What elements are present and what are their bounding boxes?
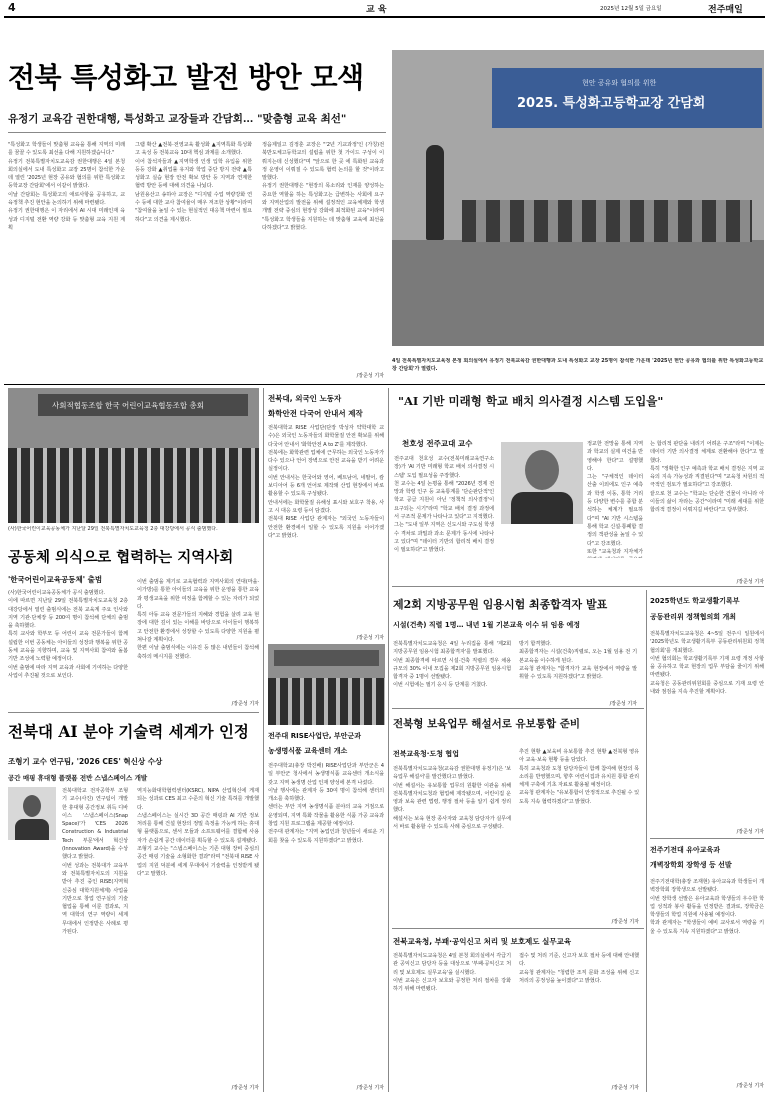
portrait-head <box>23 795 41 817</box>
interviewee-head <box>525 450 559 490</box>
professor-portrait <box>8 787 56 840</box>
mid-body: 전북대학교 RISE 사업단(단장 박성자 약학대학 교수)은 외국인 노동자들의 화학물질 안전 확보를 위해 다국어 안내서 '화학안전 A to Z'를 제작했다. 전북에는 화학관련 업체에 근무하는 외국인 노동자가 다수 있으나 언어 장벽으로 안전 교육을 받기 어려운 실정이다. 이번 안내서는 한국어와 영어, 베트남어, 네팔어, 캄보디아어 등 6개 언어로 제작돼 산업 현장에서 바로 활용할 수 있도록 구성됐다. 안내서에는 화학물질 유해성 표시와 보호구 착용, 사고 시 대응 요령 등이 담겼다. 전북대 RISE 사업단 관계자는 "외국인 노동자들이 안전한 환경에서 일할 수 있도록 지원을 이어가겠다"고 밝혔다. <box>268 425 384 539</box>
exam-column-1: 전북특별자치도교육청은 4일 누리집을 통해 '제2회 지방공무원 임용시험 최종합격자'를 발표했다. 이번 최종합격에 따르면 시설·건축 직렬의 경우 채용 규모의 30% 이내 모집을 제2회 지방공무원 임용시험 합격자 중 1명이 선발됐다. 이번 시험에는 필기 응시 등 단계를 거쳤다. <box>393 641 511 689</box>
lead-column-1: "특성화고 학생들이 맞춤형 교육을 통해 지역의 미래를 꿈꿀 수 있도록 최선을 다해 지원하겠습니다." 유정기 전북특별자치도교육감 권한대행은 4일 본청 회의실에서 도내 특성화고 교장 25명이 참석한 가운데 열린 '2025년 현장 공유와 협의를 위한 특성화고등학교장 간담회'에서 이같이 밝혔다. 이날 간담회는 특성화고의 애로사항을 공유하고, 교육정책 추진 현안을 논의하기 위해 마련됐다. 유정기 권한대행은 이 자리에서 AI 시대 미래인재 육성과 디지털 전환 역량 강화 등 맞춤형 교육 지원 계획 <box>8 142 125 231</box>
exam-byline: /장준성 기자 <box>609 701 637 707</box>
community-column-1: (사)한국어린이교육공동체가 공식 출범했다. 이에 따르면 지난달 29일 전북특별자치도교육청 2층 대강당에서 열린 출범식에는 전북 교육계 주요 인사와 지역 기관·단체장 등 200여 명이 참석해 단체의 출범을 축하했다. 특히 교사와 학부모 등 어린이 교육 전문가들이 함께 설립한 이번 공동체는 아이들의 성장과 행복을 위한 공동체 교육을 지향하며, 교육 및 지역사회 참여와 돌봄 기반 조성에 노력할 예정이다. 이번 출범에 따라 지역 교육과 사회에 기여하는 다양한 사업이 추진될 것으로 보인다. <box>8 590 128 679</box>
exam-headline: 제2회 지방공무원 임용시험 최종합격자 발표 <box>393 598 608 611</box>
center-body: 전주대학교(총장 박진배) RISE사업단과 부안군은 4일 부안군 청사에서 농생명식품 교육센터 개소식을 갖고 지역 농생명 산업 인재 양성에 본격 나섰다. 이날 행사에는 관계자 등 30여 명이 참석해 센터의 개소를 축하했다. 센터는 부안 지역 농생명식품 분야의 교육 거점으로 운영되며, 지역 특화 작물을 활용한 식품 가공 교육과 창업 지원 프로그램을 제공할 예정이다. 전주대 관계자는 "지역 농업인과 청년들이 새로운 기회를 찾을 수 있도록 지원하겠다"고 밝혔다. <box>268 763 384 844</box>
audit-headline: 전북교육청, 부패·공익신고 처리 및 보호제도 실무교육 <box>393 937 572 946</box>
lead-headline: 전북 특성화고 발전 방안 모색 <box>8 61 364 94</box>
right1-byline: /장준성 기자 <box>736 829 764 835</box>
page-number: 4 <box>8 1 16 14</box>
tech-subhead-1: 조형기 교수 연구팀, '2026 CES' 혁신상 수상 <box>8 757 163 766</box>
photo-audience-row <box>462 200 752 242</box>
right1-body: 전북특별자치도교육청은 4~5일 전주시 일원에서 '2025학년도 학교생활기록부 공동관리위원회 정책협의회'를 개최했다. 이번 협의회는 학교생활기록부 기재 요령 개정 사항을 공유하고 학교 현장의 업무 부담을 줄이기 위해 마련됐다. 교육청은 공동관리위원회를 중심으로 기재 요령 안내와 점검을 지속 추진할 계획이다. <box>650 631 764 696</box>
interview-column-3: 는 합리적 판단을 내리기 어려운 구조"라며 "이제는 데이터 기반 의사결정 체계로 전환해야 한다"고 말했다. 특히 "정확한 인구 예측과 학교 배치 결정은 지역 교육의 지속 가능성과 직결된다"며 "교육청 차원의 적극적인 검토가 필요하다"고 강조했다. 끝으로 천 교수는 "학교는 단순한 건물이 아니라 아이들의 삶이 자라는 공간"이라며 "미래 세대를 위한 합리적 결정이 이뤄지길 바란다"고 당부했다. <box>650 441 764 514</box>
interview-name: 천호성 전주교대 교수 <box>402 439 473 448</box>
community-headline: 공동체 의식으로 협력하는 지역사회 <box>8 549 234 566</box>
interview-column-1: 전주교대 천호성 교수(전북미래교육연구소장)가 'AI 기반 미래형 학교 배치 의사결정 시스템' 도입 필요성을 주장했다. 천 교수는 4일 논평을 통해 "2026년 경제 전망과 학령 인구 등 교육통계를 '단순판단적'인 학교 공급 지원이 아닌 '정책적 의사결정'이 요구되는 시기"라며 "학교 배치 결정 과정에서 구조적 문제가 나타나고 있다"고 지적했다. 그는 "도내 일부 지역은 신도시와 구도심 학생 수 격차로 과밀과 과소 문제가 동시에 나타나고 있다"며 "데이터 기반의 합리적 배치 결정이 필요하다"고 밝혔다. <box>394 456 494 554</box>
mid-byline: /장준성 기자 <box>356 635 384 641</box>
tech-byline: /장준성 기자 <box>231 1085 259 1091</box>
center-caption-headline: 농생명식품 교육센터 개소 <box>268 747 348 755</box>
interviewee-body <box>511 492 573 524</box>
interviewee-portrait <box>501 442 583 524</box>
right2-body: 전주기전대학(총장 조재현) 유아교육과 학생들이 개벽장학회 장학생으로 선발됐다. 이번 장학생 선발은 유아교육과 학생들의 우수한 학업 성적과 봉사 활동을 인정받은 결과로, 장학금은 학생들의 학업 지원에 사용될 예정이다. 학과 관계자는 "학생들이 예비 교사로서 역량을 키울 수 있도록 지속 지원하겠다"고 밝혔다. <box>650 879 764 935</box>
right2-byline: /장준성 기자 <box>736 1083 764 1089</box>
photo-speaker <box>426 145 444 240</box>
care-byline: /장준성 기자 <box>611 919 639 925</box>
lead-photo <box>392 50 764 346</box>
center-byline: /장준성 기자 <box>356 1085 384 1091</box>
care-column-2: 추진 현황 ▲보육비 유보통합 추진 현황 ▲전북형 영유아 교육·보육 현황 등을 담았다. 특히 교육청과 도청 담당자들이 함께 참여해 현장의 목소리를 반영했으며, 향후 어린이집과 유치원 통합 관리 체계 구축에 기초 자료로 활용될 예정이다. 교육청 관계자는 "유보통합이 안정적으로 추진될 수 있도록 지속 협력하겠다"고 밝혔다. <box>519 749 639 805</box>
audit-column-1: 전북특별자치도교육청은 4일 본청 회의실에서 각급기관 공익신고 담당자 등을 대상으로 '부패·공익신고 처리 및 보호제도 실무교육'을 실시했다. 이번 교육은 신고자 보호와 공정한 처리 절차를 강화하기 위해 마련됐다. <box>393 953 511 993</box>
section-name: 교 육 <box>366 5 387 15</box>
tech-column-1: 전북대학교 전자공학부 조형기 교수(사진) 연구팀이 개발한 휴대형 공간정보 취득 디바이스 '스냅스페이스(Snap Space)'가 'CES 2026 Construction & Industrial Tech 부문'에서 혁신상(Innovation Award)을 수상했다고 밝혔다. 이번 성과는 전북대가 교육부와 전북특별자치도의 지원을 받아 추진 중인 RISE(지역혁신중심 대학지원체계) 사업을 기반으로 창업 연구실의 기술 협업을 통해 이룬 결과로, 지역 대학의 연구 역량이 세계 무대에서 인정받은 사례로 평가된다. <box>62 788 128 936</box>
center-caption-label: 전주대 RISE사업단, 부안군과 <box>268 732 361 740</box>
center-photo <box>268 644 385 725</box>
lead-subhead: 유정기 교육감 권한대행, 특성화고 교장들과 간담회… "맞춤형 교육 최선" <box>8 113 347 125</box>
interview-column-2: 정교한 전망을 통해 지역과 학교의 실제 여건을 반영해야 한다"고 설명했다. 그는 "구체적인 데이터 산출 이외에도 인구 예측과 학생 이동, 통학 거리 등 다양한 변수를 종합 분석하는 체계가 필요하다"며 "AI 기반 시스템을 통해 학교 신설·통폐합 결정의 객관성을 높일 수 있다"고 강조했다. 또한 "교육청과 지자체가 <box>587 441 643 555</box>
mid-headline: 화학안전 다국어 안내서 제작 <box>268 409 363 418</box>
photo-group <box>8 448 259 523</box>
issue-date: 2025년 12월 5일 금요일 <box>600 6 662 12</box>
community-column-2: 이번 출범을 계기로 교육협력과 지역사회의 연대(마을·이가방)를 통한 아이들의 교육을 위한 운영을 통한 교육과 평생교육을 위한 여정을 함께할 수 있는 자리가 되었다. 특히 아동 교육 전문가들의 지혜와 경험을 살려 교육 현장에 대한 깊이 있는 이해를 바탕으로 아이들이 행복하고 안전한 환경에서 성장할 수 있도록 다양한 지원을 펼쳐나갈 계획이다. 한편 이날 출범식에는 이유진 등 많은 내빈들이 참석해 축하의 메시지를 전했다. <box>137 579 259 660</box>
right1-headline: 공동관리위 정책협의회 개최 <box>650 613 737 621</box>
center-photo-banner <box>274 650 379 666</box>
community-byline: /장준성 기자 <box>231 701 259 707</box>
exam-column-2: 방기 합격했다. 최종합격자는 시설(건축)직렬로, 오는 1월 임용 전 기본교육을 이수하게 된다. 교육청 관계자는 "합격자가 교육 현장에서 역량을 발휘할 수 있도록 지원하겠다"고 밝혔다. <box>519 641 637 681</box>
audit-byline: /장준성 기자 <box>611 1085 639 1091</box>
right2-label: 전주기전대 유아교육과 <box>650 846 721 854</box>
tech-column-2: 역지능화대학협력센터(KSRC), NIPA 산업혁신에 게재되는 성과로 CES 최고 수준의 혁신 기술 특허를 개발했다. 스냅스페이스는 실시간 3D 공간 매핑과 AI 기반 정보 처리를 통해 건설 현장의 정밀 측정을 가능케 하는 휴대형 플랫폼으로, 센서 모듈과 소프트웨어를 결합해 사용자가 손쉽게 공간 데이터를 획득할 수 있도록 설계됐다. 조형기 교수는 "스냅스페이스는 기존 대형 장비 중심의 공간 매핑 기술을 소형화한 결과"라며 "전북대 RISE 사업의 지원 덕분에 세계 무대에서 기술력을 인정받게 됐다"고 말했다. <box>137 788 259 877</box>
interview-byline: /장준성 기자 <box>736 579 764 585</box>
lead-photo-caption: 4일 전북특별자치도교육청 본청 회의실에서 유정기 전북교육감 권한대행과 도내 특성화고 교장 25명이 참석한 가운데 '2025년 현안 공유와 협의를 위한 특성화고등학교장 간담회'가 열렸다. <box>392 358 764 372</box>
right1-label: 2025학년도 학교생활기록부 <box>650 597 740 605</box>
community-photo <box>8 388 259 523</box>
banner-small-text: 현안 공유와 협의를 위한 <box>582 79 657 87</box>
right2-headline: 개벽장학회 장학생 등 선발 <box>650 861 732 869</box>
masthead <box>0 0 769 15</box>
banner-title-text: 2025. 특성화고등학교장 간담회 <box>517 96 706 111</box>
tech-headline: 전북대 AI 분야 기술력 세계가 인정 <box>8 722 249 741</box>
lead-byline: /장준성 기자 <box>356 373 384 379</box>
interview-headline: "AI 기반 미래형 학교 배치 의사결정 시스템 도입을" <box>398 394 664 408</box>
exam-subhead: 시설(건축) 직렬 1명… 내년 1월 기본교육 이수 뒤 임용 예정 <box>393 621 581 629</box>
care-column-1: 전북특별자치도교육청(교육감 권한대행 유정기)은 '보육업무 해설서'를 발간했다고 밝혔다. 이번 해설서는 유보통합 업무의 원활한 이관을 위해 전북특별자치도청과 협업해 제작됐으며, 어린이집 운영과 보육 관련 법령, 행정 절차 등을 알기 쉽게 정리했다. 해설서는 보육 현장 종사자와 교육청 담당자가 실무에서 바로 활용할 수 있도록 사례 중심으로 구성됐다. <box>393 766 511 831</box>
lead-column-3: 정읍제일고 김정훈 교장은 "'2년 기교과정'인 (가칭)전북반도체고등학교의 설립을 위한 첫 가이드 구성이 이뤄지는데 신성했다"며 "앞으로 한 곳 에 특화된 교육과정 운영이 이뤄질 수 있도록 협력 논의를 할 것"이라고 말했다. 유정기 권한대행은 "현장의 목소리와 인재를 양성하는 중요한 역할을 하는 특성화고는 급변하는 사회에 요구와 지역산업의 발전을 위해 설정적인 교육체제와 학생개별 전략 중심의 현장성 강화에 최적화된 교육"이라며 "특성화고 학생들을 지원하는 데 맞춤형 교육에 최선을 다하겠다"고 밝혔다. <box>262 142 384 231</box>
paper-name: 전주매일 <box>708 5 743 15</box>
care-headline: 전북형 보육업무 해설서로 유보통합 준비 <box>393 718 581 730</box>
care-label: 전북교육청·도청 협업 <box>393 750 459 758</box>
community-subhead: '한국어린이교육공동체' 출범 <box>8 575 103 584</box>
audit-column-2: 접수 및 처리 기준, 신고자 보호 절차 등에 대해 안내했다. 교육청 관계자는 "청렴한 조직 문화 조성을 위해 신고 처리의 공정성을 높이겠다"고 밝혔다. <box>519 953 639 984</box>
portrait-body <box>15 819 49 840</box>
photo-sign-text: 사회적협동조합 한국 어린이교육협동조합 총회 <box>52 401 205 410</box>
lead-column-2: 그램 확산 ▲전북·전영교육 활성화 ▲지역특화 특성화고 육성 등 전북교육 10대 핵심 과제를 소개했다. 이어 참석자들과 ▲지역학생 인생 입학 유입을 위한 등등 강화 ▲취업률 유지와 학업 중단 방지 전략 ▲특성화고 실습 현장 안전 확보 방안 등 지역과 연계한 협력 방안 등에 대해 의견을 나눴다. 남원용산고 송하아 교장은 "디지털 수업 역량강화 연수 등에 대한 교사 참여율이 매우 저조한 상황"이라며 "참여율을 높일 수 있는 현실적인 대응책 마련이 필요하다"고 의견을 제시했다. <box>135 142 252 223</box>
tech-subhead-2: 공간 매핑 휴대형 플랫폼 전반 스냅스페이스 개발 <box>8 774 148 782</box>
mid-label: 전북대, 외국인 노동자 <box>268 394 342 403</box>
photo-table <box>392 240 764 346</box>
community-photo-caption: (사)한국어린이교육공동체가 지난달 29일 전북특별자치도교육청 2층 대강당에서 공식 출범했다. <box>8 526 218 532</box>
center-photo-group <box>268 678 385 725</box>
